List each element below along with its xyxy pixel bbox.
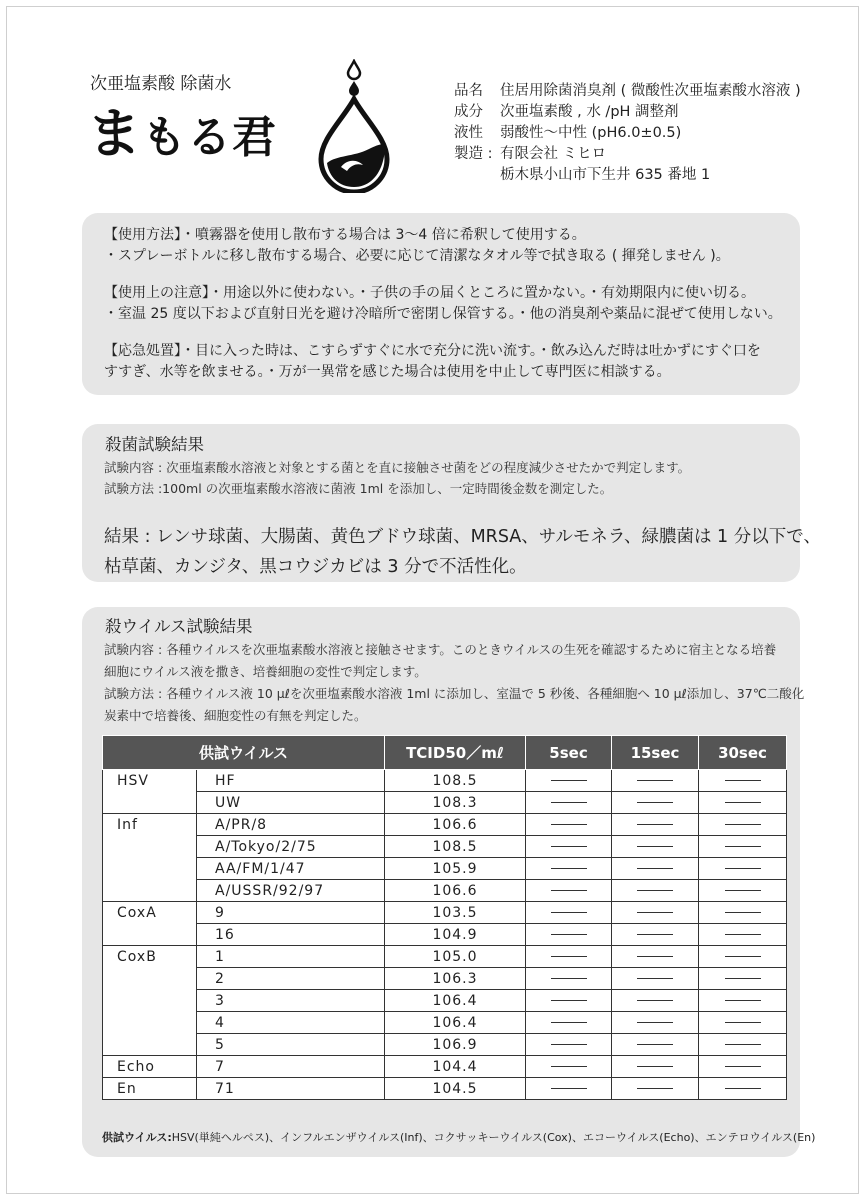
cell-30sec [699,1078,787,1100]
header-5sec: 5sec [526,736,612,770]
negative-result-dash [725,912,761,913]
table-row [103,792,787,814]
table-row [103,1012,787,1034]
liquid-property-row: 液性 弱酸性〜中性 (pH6.0±0.5) [454,125,682,141]
product-info [454,81,801,186]
cell-strain: A/PR/8 [197,814,385,836]
cell-15sec [612,858,699,880]
cell-strain: A/Tokyo/2/75 [197,836,385,858]
cell-30sec [699,946,787,968]
cell-strain: 5 [197,1034,385,1056]
manufacturer-row: 製造 : 有限会社 ミヒロ [454,146,607,162]
sterilization-result: 結果 : レンサ球菌、大腸菌、黄色ブドウ球菌、MRSA、サルモネラ、緑膿菌は 1 分以下で、 枯草菌、カンジタ、黒コウジカビは 3 分で不活性化。 [104,527,821,577]
usage-cautions: 【使用上の注意】・用途以外に使わない。・子供の手の届くところに置かない。・有効期限内に使い切る。 ・室温 25 度以下および直射日光を避け冷暗所で密閉し保管する。・他の消臭剤や薬品に混ぜて使用しない。 [104,285,782,322]
negative-result-dash [725,846,761,847]
negative-result-dash [725,1066,761,1067]
cell-30sec [699,990,787,1012]
sterilization-title: 殺菌試験結果 [105,435,204,454]
cell-30sec [699,1034,787,1056]
cell-virus-group: CoxA [103,902,197,924]
negative-result-dash [637,890,673,891]
cell-tcid50: 104.9 [385,924,526,946]
negative-result-dash [551,780,587,781]
usage-box [82,213,800,395]
table-row [103,924,787,946]
header-tcid: TCID50／mℓ [385,736,526,770]
header-virus: 供試ウイルス [103,736,385,770]
negative-result-dash [637,1000,673,1001]
cell-30sec [699,858,787,880]
table-row [103,858,787,880]
negative-result-dash [637,1022,673,1023]
negative-result-dash [637,978,673,979]
negative-result-dash [637,846,673,847]
table-row [103,902,787,924]
cell-5sec [526,814,612,836]
table-row [103,836,787,858]
cell-tcid50: 106.3 [385,968,526,990]
cell-virus-group [103,792,197,814]
virus-method-line2: 炭素中で培養後、細胞変性の有無を判定した。 [104,708,367,723]
virus-content-line1: 試験内容 : 各種ウイルスを次亜塩素酸水溶液と接触させます。このときウイルスの生死を確認するために宿主となる培養 [104,642,777,657]
cell-5sec [526,1078,612,1100]
first-aid: 【応急処置】・目に入った時は、こすらずすぐに水で充分に洗い流す。・飲み込んだ時は吐かずにすぐ口を すすぎ、水等を飲ませる。・万が一異常を感じた場合は使用を中止して専門医に相談する。 [104,343,761,380]
cell-15sec [612,1034,699,1056]
cell-tcid50: 106.4 [385,990,526,1012]
table-row [103,1034,787,1056]
table-header-row [103,736,787,770]
cell-strain: 16 [197,924,385,946]
usage-method: 【使用方法】・噴霧器を使用し散布する場合は 3〜4 倍に希釈して使用する。 ・スプレーボトルに移し散布する場合、必要に応じて清潔なタオル等で拭き取る ( 揮発しません )。 [104,227,730,264]
table-row [103,990,787,1012]
cell-15sec [612,770,699,792]
cell-virus-group [103,924,197,946]
negative-result-dash [551,1088,587,1089]
cell-tcid50: 105.0 [385,946,526,968]
cell-tcid50: 106.6 [385,814,526,836]
cell-5sec [526,968,612,990]
virus-title: 殺ウイルス試験結果 [105,617,253,636]
cell-30sec [699,880,787,902]
negative-result-dash [551,802,587,803]
cell-strain: UW [197,792,385,814]
negative-result-dash [551,978,587,979]
cell-tcid50: 106.6 [385,880,526,902]
cell-tcid50: 105.9 [385,858,526,880]
negative-result-dash [551,824,587,825]
negative-result-dash [637,956,673,957]
brand-name [87,91,277,168]
table-row [103,1078,787,1100]
table-footnote: 供試ウイルス:HSV(単純ヘルペス)、インフルエンザウイルス(Inf)、コクサッキーウイルス(Cox)、エコーウイルス(Echo)、エンテロウイルス(En) [102,1131,816,1144]
negative-result-dash [725,868,761,869]
cell-virus-group: HSV [103,770,197,792]
cell-strain: 2 [197,968,385,990]
cell-15sec [612,880,699,902]
ingredients-row: 成分 次亜塩素酸 , 水 /pH 調整剤 [454,104,679,120]
cell-strain: 3 [197,990,385,1012]
negative-result-dash [725,1000,761,1001]
cell-virus-group [103,858,197,880]
cell-tcid50: 104.4 [385,1056,526,1078]
manufacturer-address: 栃木県小山市下生井 635 番地 1 [500,167,711,183]
cell-5sec [526,792,612,814]
cell-strain: 7 [197,1056,385,1078]
cell-strain: 9 [197,902,385,924]
negative-result-dash [551,956,587,957]
brand-name-rest: もる君 [142,112,277,163]
cell-30sec [699,924,787,946]
negative-result-dash [551,868,587,869]
cell-tcid50: 104.5 [385,1078,526,1100]
cell-strain: A/USSR/92/97 [197,880,385,902]
cell-5sec [526,1034,612,1056]
negative-result-dash [637,802,673,803]
cell-30sec [699,902,787,924]
cell-15sec [612,968,699,990]
cell-30sec [699,792,787,814]
cell-strain: 71 [197,1078,385,1100]
cell-strain: 1 [197,946,385,968]
negative-result-dash [725,890,761,891]
negative-result-dash [725,780,761,781]
cell-15sec [612,1012,699,1034]
sterilization-box [82,424,821,582]
cell-30sec [699,1012,787,1034]
negative-result-dash [725,824,761,825]
cell-15sec [612,1078,699,1100]
cell-5sec [526,880,612,902]
cell-virus-group [103,990,197,1012]
cell-strain: 4 [197,1012,385,1034]
sterilization-content: 試験内容 : 次亜塩素酸水溶液と対象とする菌とを直に接触させ菌をどの程度減少させたかで判定します。 [104,460,691,475]
cell-tcid50: 106.4 [385,1012,526,1034]
cell-15sec [612,836,699,858]
negative-result-dash [725,802,761,803]
virus-method-line1: 試験方法 : 各種ウイルス液 10 μℓを次亜塩素酸水溶液 1ml に添加し、室温で 5 秒後、各種細胞へ 10 μℓ添加し、37℃二酸化 [104,686,805,701]
negative-result-dash [637,1088,673,1089]
cell-5sec [526,770,612,792]
cell-tcid50: 103.5 [385,902,526,924]
cell-virus-group: En [103,1078,197,1100]
cell-5sec [526,946,612,968]
cell-5sec [526,858,612,880]
table-row [103,814,787,836]
negative-result-dash [637,868,673,869]
negative-result-dash [637,912,673,913]
cell-strain: HF [197,770,385,792]
negative-result-dash [637,934,673,935]
cell-30sec [699,814,787,836]
cell-30sec [699,836,787,858]
document-page [6,6,859,1194]
cell-15sec [612,946,699,968]
negative-result-dash [551,912,587,913]
cell-15sec [612,792,699,814]
cell-5sec [526,1056,612,1078]
negative-result-dash [725,1022,761,1023]
negative-result-dash [637,780,673,781]
cell-virus-group: Inf [103,814,197,836]
cell-tcid50: 106.9 [385,1034,526,1056]
table-row [103,968,787,990]
negative-result-dash [637,824,673,825]
negative-result-dash [725,1088,761,1089]
negative-result-dash [725,934,761,935]
negative-result-dash [637,1066,673,1067]
cell-virus-group [103,968,197,990]
cell-15sec [612,990,699,1012]
product-name-row: 品名 住居用除菌消臭剤 ( 微酸性次亜塩素酸水溶液 ) [454,83,801,99]
cell-strain: AA/FM/1/47 [197,858,385,880]
cell-5sec [526,1012,612,1034]
negative-result-dash [725,978,761,979]
cell-virus-group: Echo [103,1056,197,1078]
table-row [103,770,787,792]
negative-result-dash [551,890,587,891]
water-drop-logo-icon [313,59,395,193]
header-15sec: 15sec [612,736,699,770]
negative-result-dash [637,1044,673,1045]
negative-result-dash [551,1022,587,1023]
negative-result-dash [551,1066,587,1067]
cell-5sec [526,990,612,1012]
virus-test-table [102,735,787,1100]
virus-content-line2: 細胞にウイルス液を撒き、培養細胞の変性で判定します。 [104,664,427,679]
table-row [103,1056,787,1078]
cell-15sec [612,902,699,924]
cell-tcid50: 108.5 [385,770,526,792]
table-row [103,880,787,902]
virus-box [82,607,816,1157]
negative-result-dash [551,1000,587,1001]
negative-result-dash [725,956,761,957]
header-30sec: 30sec [699,736,787,770]
sterilization-method: 試験方法 :100ml の次亜塩素酸水溶液に菌液 1ml を添加し、一定時間後金数を測定した。 [104,481,613,496]
cell-virus-group [103,880,197,902]
cell-30sec [699,1056,787,1078]
cell-virus-group: CoxB [103,946,197,968]
cell-virus-group [103,836,197,858]
negative-result-dash [725,1044,761,1045]
negative-result-dash [551,934,587,935]
cell-5sec [526,836,612,858]
brand-name-first: ま [87,102,142,165]
cell-15sec [612,814,699,836]
cell-15sec [612,1056,699,1078]
product-subtitle: 次亜塩素酸 除菌水 [90,74,232,94]
table-row [103,946,787,968]
cell-virus-group [103,1034,197,1056]
negative-result-dash [551,846,587,847]
cell-30sec [699,968,787,990]
cell-15sec [612,924,699,946]
negative-result-dash [551,1044,587,1045]
cell-5sec [526,924,612,946]
cell-virus-group [103,1012,197,1034]
cell-5sec [526,902,612,924]
cell-tcid50: 108.5 [385,836,526,858]
cell-30sec [699,770,787,792]
cell-tcid50: 108.3 [385,792,526,814]
